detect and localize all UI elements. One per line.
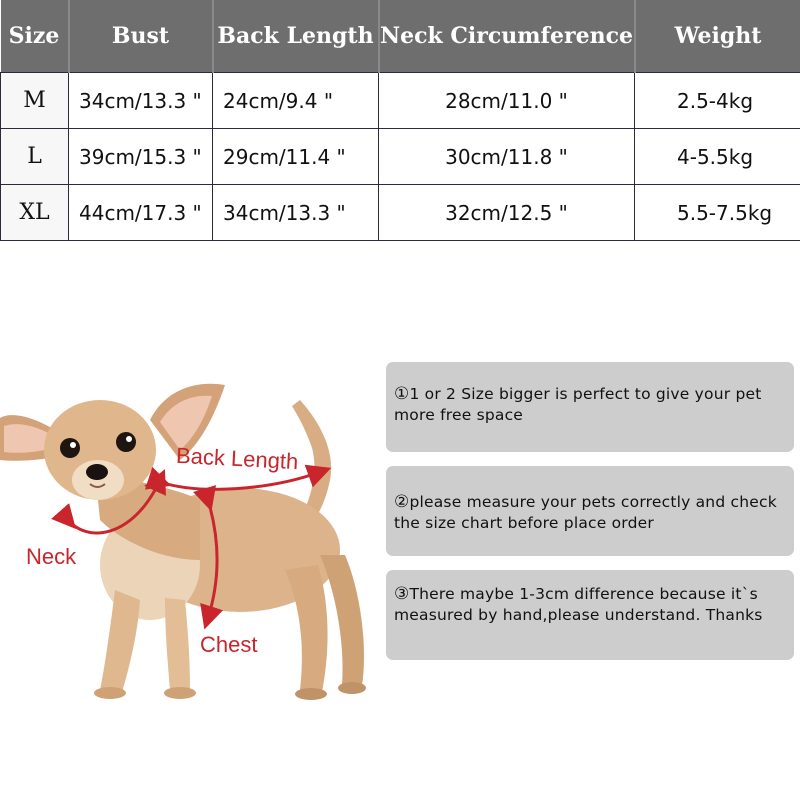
header-back-length: Back Length <box>213 0 379 73</box>
note-size-tip <box>386 362 794 452</box>
table-row <box>1 73 800 129</box>
dog-illustration <box>0 360 380 720</box>
note-difference-tip <box>386 570 794 660</box>
neck-cell: 30cm/11.8 " <box>379 129 635 185</box>
bust-cell: 39cm/15.3 " <box>69 129 213 185</box>
note-measure-tip <box>386 466 794 556</box>
header-weight: Weight <box>635 0 800 73</box>
weight-cell: 4-5.5kg <box>635 129 800 185</box>
neck-cell: 32cm/12.5 " <box>379 185 635 241</box>
chest-label: Chest <box>200 632 258 657</box>
header-neck-circumference: Neck Circumference <box>379 0 635 73</box>
bust-cell: 44cm/17.3 " <box>69 185 213 241</box>
note-text: There maybe 1-3cm difference because it`s measured by hand,please understand. Thanks <box>394 585 763 624</box>
size-cell: XL <box>1 185 69 241</box>
bust-cell: 34cm/13.3 " <box>69 73 213 129</box>
size-chart-table <box>0 0 800 241</box>
note-marker: ③ <box>394 584 410 604</box>
header-size: Size <box>1 0 69 73</box>
back-length-cell: 29cm/11.4 " <box>213 129 379 185</box>
table-row <box>1 129 800 185</box>
back-length-cell: 34cm/13.3 " <box>213 185 379 241</box>
note-text: please measure your pets correctly and check the size chart before place order <box>394 493 777 532</box>
note-marker: ① <box>394 384 410 404</box>
size-cell: M <box>1 73 69 129</box>
header-bust: Bust <box>69 0 213 73</box>
neck-cell: 28cm/11.0 " <box>379 73 635 129</box>
note-text: 1 or 2 Size bigger is perfect to give your pet more free space <box>394 385 762 424</box>
back-length-cell: 24cm/9.4 " <box>213 73 379 129</box>
table-row <box>1 185 800 241</box>
neck-label: Neck <box>26 544 77 569</box>
table-header-row <box>1 0 800 73</box>
note-marker: ② <box>394 492 410 512</box>
weight-cell: 2.5-4kg <box>635 73 800 129</box>
size-cell: L <box>1 129 69 185</box>
dog-measurement-diagram <box>0 360 380 720</box>
weight-cell: 5.5-7.5kg <box>635 185 800 241</box>
back-length-label: Back Length <box>175 442 299 475</box>
